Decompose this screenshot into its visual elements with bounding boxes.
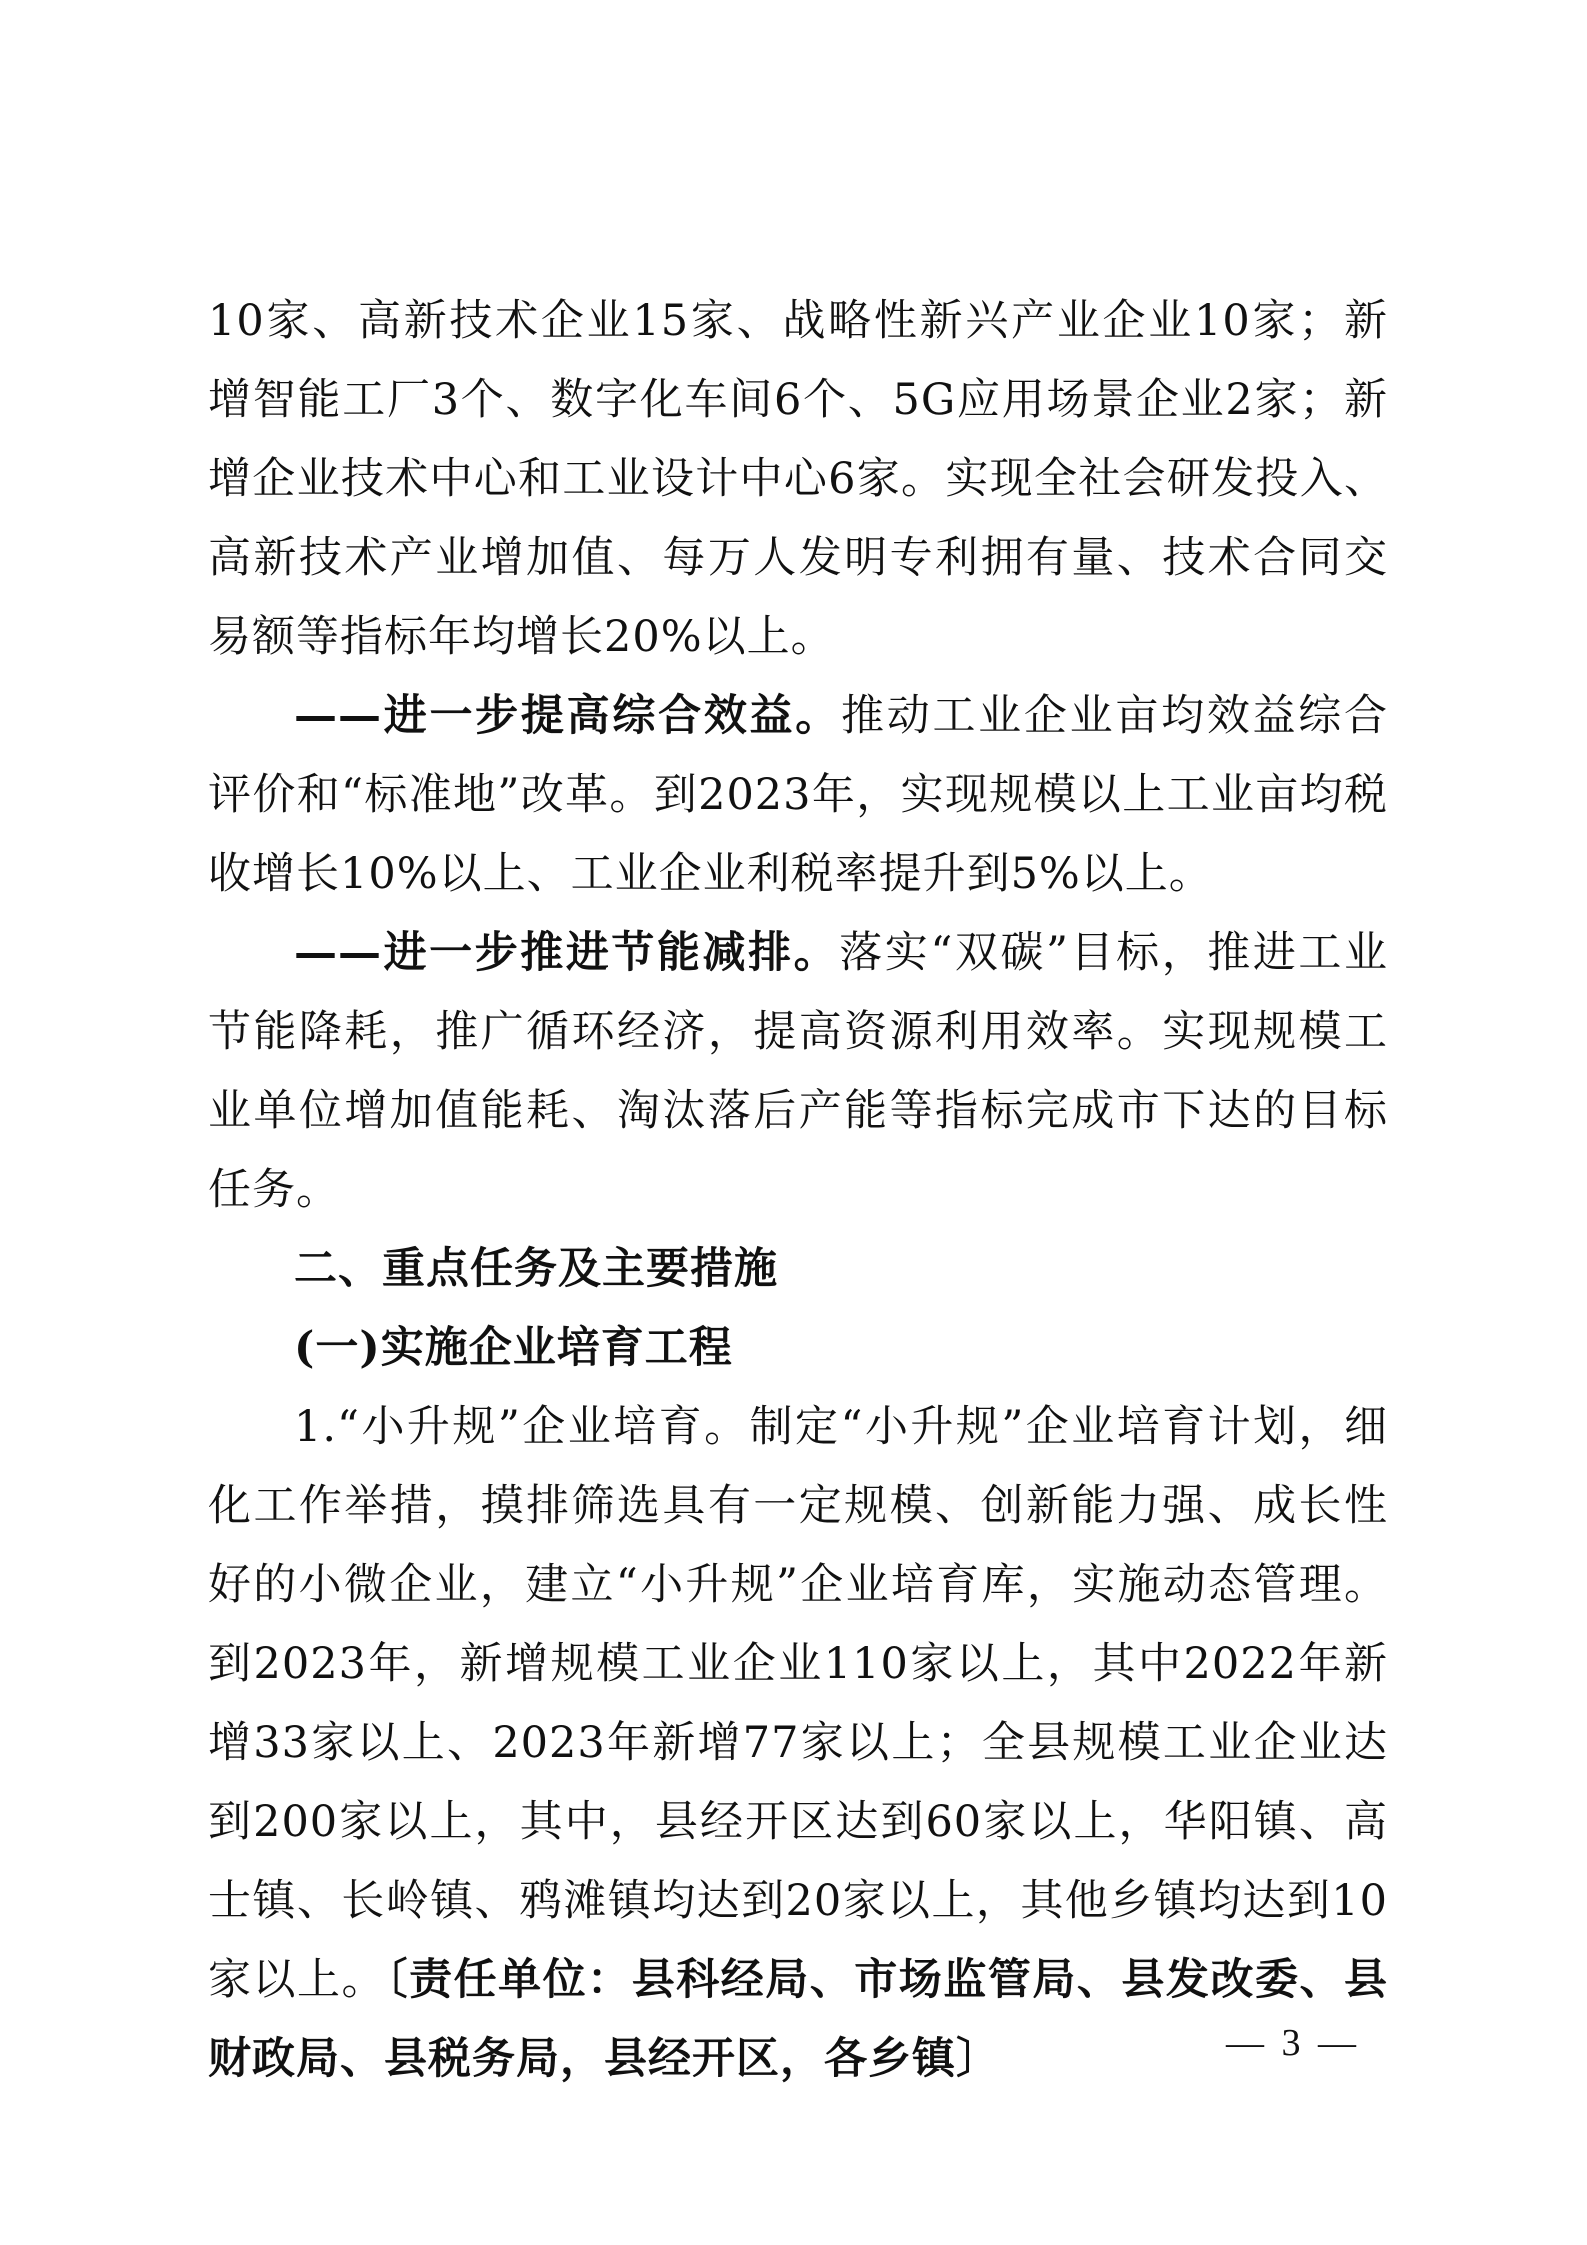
paragraph-lead-benefits: ——进一步提高综合效益。 [294, 691, 841, 741]
page-number: — 3 — [1226, 2022, 1360, 2064]
paragraph-small-to-scale [208, 1388, 1388, 2099]
paragraph-body-small-to-scale: 1.“小升规”企业培育。制定“小升规”企业培育计划，细化工作举措，摸排筛选具有一定规模、创新能力强、成长性好的小微企业，建立“小升规”企业培育库，实施动态管理。到2023年，新增规模工业企业110家以上，其中2022年新增33家以上、2023年新增77家以上；全县规模工业企业达到200家以上，其中，县经开区达到60家以上，华阳镇、高士镇、长岭镇、鸦滩镇均达到20家以上，其他乡镇均达到10家以上。 [208, 1402, 1388, 2005]
paragraph-targets-innovation: 10家、高新技术企业15家、战略性新兴产业企业10家；新增智能工厂3个、数字化车间6个、5G应用场景企业2家；新增企业技术中心和工业设计中心6家。实现全社会研发投入、高新技术产业增加值、每万人发明专利拥有量、技术合同交易额等指标年均增长20%以上。 [208, 296, 1388, 662]
paragraph-body-benefits: 推动工业企业亩均效益综合评价和“标准地”改革。到2023年，实现规模以上工业亩均税收增长10%以上、工业企业利税率提升到5%以上。 [208, 691, 1388, 899]
paragraph-energy-saving [208, 914, 1388, 1230]
paragraph-body-energy: 落实“双碳”目标，推进工业节能降耗，推广循环经济，提高资源利用效率。实现规模工业单位增加值能耗、淘汰落后产能等指标完成市下达的目标任务。 [208, 928, 1388, 1215]
responsible-units: 〔责任单位：县科经局、市场监管局、县发改委、县财政局、县税务局，县经开区，各乡镇〕 [208, 1955, 1389, 2084]
document-body [208, 282, 1388, 2099]
paragraph-comprehensive-benefits [208, 677, 1388, 914]
paragraph-lead-energy: ——进一步推进节能减排。 [294, 928, 840, 978]
subsection-heading-enterprise-cultivation: (一)实施企业培育工程 [294, 1323, 733, 1373]
section-heading-key-tasks: 二、重点任务及主要措施 [294, 1244, 778, 1294]
